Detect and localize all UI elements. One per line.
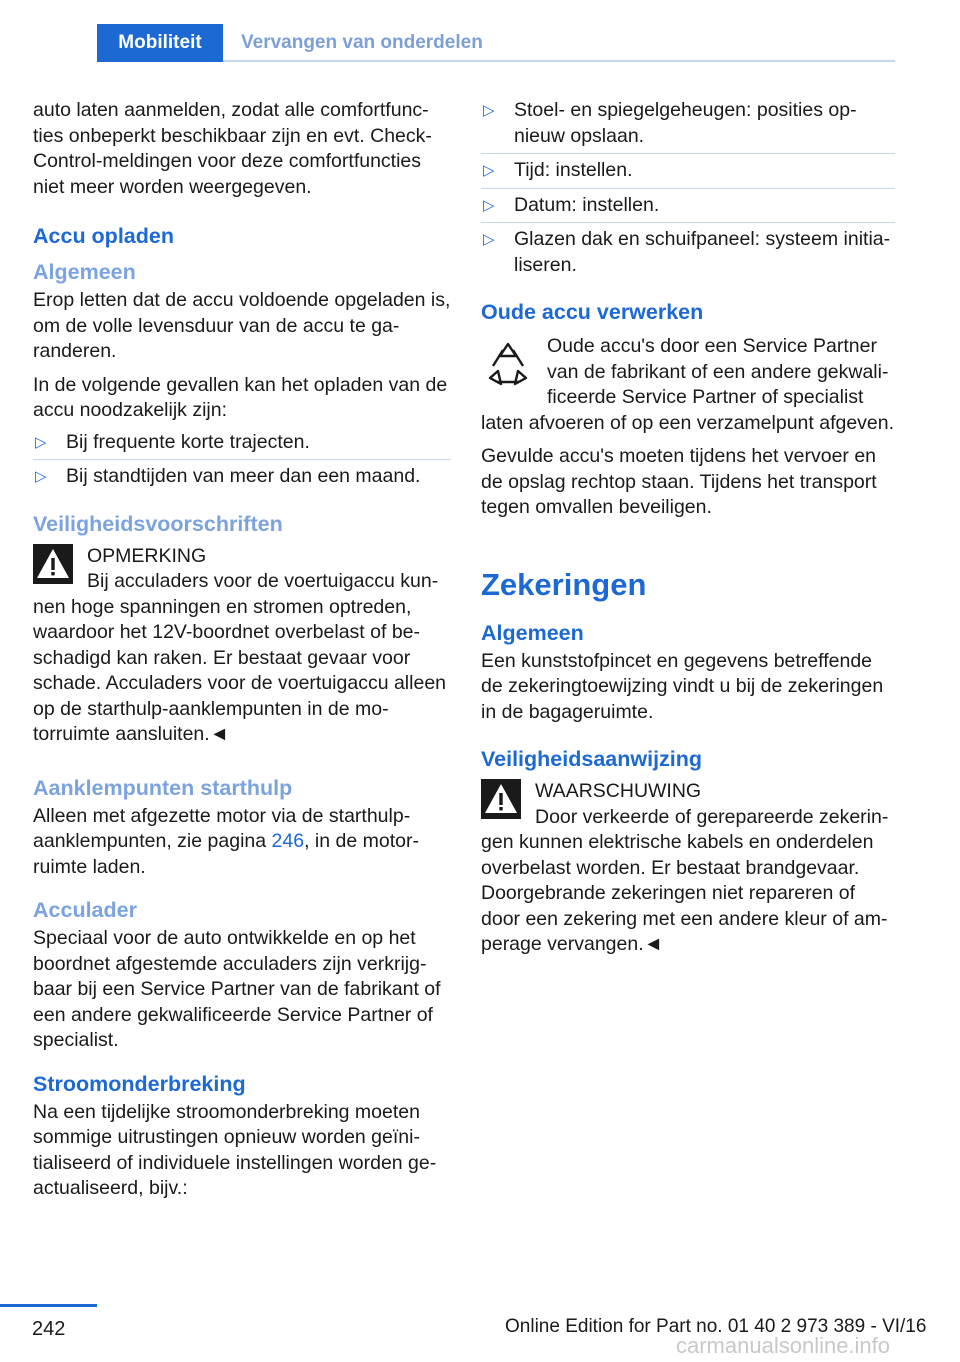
section-tab-mobiliteit[interactable]: Mobiliteit [97,24,223,62]
warning-triangle-icon [33,544,73,584]
header-rule [223,60,895,62]
recycle-block [481,334,895,436]
list-item: ▷ Bij standtijden van meer dan een maand. [33,460,451,494]
warning-text: Door verkeerde of gerepareerde zekeringen kunnen elektrische kabels en onderdelen overbelast worden. Er bestaat brandgevaar. Doorgebrande zekeringen niet repareren of door een zekering met een andere kleur of amperage vervangen.◄ [481,805,889,955]
header-spacer [0,24,97,62]
heading-aanklempunten: Aanklempunten starthulp [33,775,293,800]
warning-block [481,779,895,958]
heading-stroomonderbreking: Stroomonderbreking [33,1071,246,1096]
recycle-icon [481,338,535,392]
paragraph-acculader: Speciaal voor de auto ontwikkelde en op het boordnet afgestemde acculaders zijn verkrijgbaar bij een Service Partner van de fabrikant of een andere gekwalificeerde Service Partner of specialist. [33,927,441,1051]
heading-veiligheidsvoorschriften: Veiligheidsvoorschriften [33,511,283,536]
bullet-list-reset [481,98,895,282]
notice-text: Bij acculaders voor de voertuigaccu kunnen hoge spanningen en stromen optreden, waardoor het 12V-boordnet overbelast of beschadigd kan raken. Er bestaat gevaar voor schade. Acculaders voor de voertuigaccu alleen op de starthulp-aanklempunten in de motorruimte aansluiten.◄ [33,570,447,745]
triangle-bullet-icon: ▷ [483,231,495,248]
paragraph-algemeen-2: In de volgende gevallen kan het opladen van de accu noodzakelijk zijn: [33,373,448,421]
triangle-bullet-icon: ▷ [483,162,495,179]
footer-rule [0,1304,97,1307]
warning-triangle-icon [481,779,521,819]
chapter-title[interactable]: Vervangen van onderdelen [241,32,483,53]
heading-oude-accu: Oude accu verwerken [481,300,704,324]
list-item: ▷ Glazen dak en schuifpaneel: systeem initialiseren. [483,228,891,276]
edition-label: Online Edition for Part no. 01 40 2 973 389 - VI/16 [505,1316,927,1337]
list-item: ▷ Bij frequente korte trajecten. [33,426,451,461]
bullet-list-charging [33,426,451,494]
warning-title: WAARSCHUWING [535,780,702,802]
list-item: ▷ Datum: instellen. [481,189,895,224]
paragraph-oude-accu-1: Oude accu's door een Service Partner van de fabrikant of een andere gekwalificeerde Service Partner of specialist laten afvoeren of op een verzamelpunt afgeven. [481,335,895,434]
list-item: ▷ Tijd: instellen. [481,154,895,189]
page-number: 242 [32,1318,66,1340]
triangle-bullet-icon: ▷ [35,468,47,485]
paragraph-oude-accu-2: Gevulde accu's moeten tijdens het vervoer en de opslag rechtop staan. Tijdens het transport tegen omvallen beveiligen. [481,445,877,518]
paragraph-stroomonderbreking: Na een tijdelijke stroomonderbreking moeten sommige uitrustingen opnieuw worden geïnitialiseerd of individuele instellingen worden geactualiseerd, bijv.: [33,1100,437,1199]
watermark: carmanualsonline.info [676,1333,891,1358]
left-column [33,98,451,1210]
heading-veiligheidsaanwijzing: Veiligheidsaanwijzing [481,747,703,771]
notice-title: OPMERKING [87,544,207,567]
right-column [481,98,895,958]
heading-algemeen-zekeringen: Algemeen [481,620,584,645]
intro-paragraph: auto laten aanmelden, zodat alle comfortfuncties onbeperkt beschikbaar zijn en evt. Check-Control-meldingen voor deze comfortfuncties niet meer worden weergegeven. [33,99,432,198]
heading-algemeen: Algemeen [33,260,136,284]
triangle-bullet-icon: ▷ [483,102,495,119]
paragraph-algemeen-1: Erop letten dat de accu voldoende opgeladen is, om de volle levensduur van de accu te garanderen. [33,289,451,362]
heading-accu-opladen: Accu opladen [33,224,174,248]
heading-acculader: Acculader [33,898,137,922]
page-reference-link[interactable]: 246 [271,830,305,852]
triangle-bullet-icon: ▷ [483,196,495,214]
triangle-bullet-icon: ▷ [35,433,47,451]
list-item: ▷ Stoel- en spiegelgeheugen: posities opnieuw opslaan. [481,98,895,154]
page-header [0,0,960,62]
paragraph-algemeen-zekeringen: Een kunststofpincet en gegevens betreffende de zekeringtoewijzing vindt u bij de zekeringen in de bagageruimte. [481,649,884,723]
paragraph-aanklempunten: Alleen met afgezette motor via de starthulp-aanklempunten, zie pagina 246, in de motorruimte laden. [33,804,419,878]
heading-zekeringen: Zekeringen [481,566,647,602]
notice-block [33,544,451,748]
